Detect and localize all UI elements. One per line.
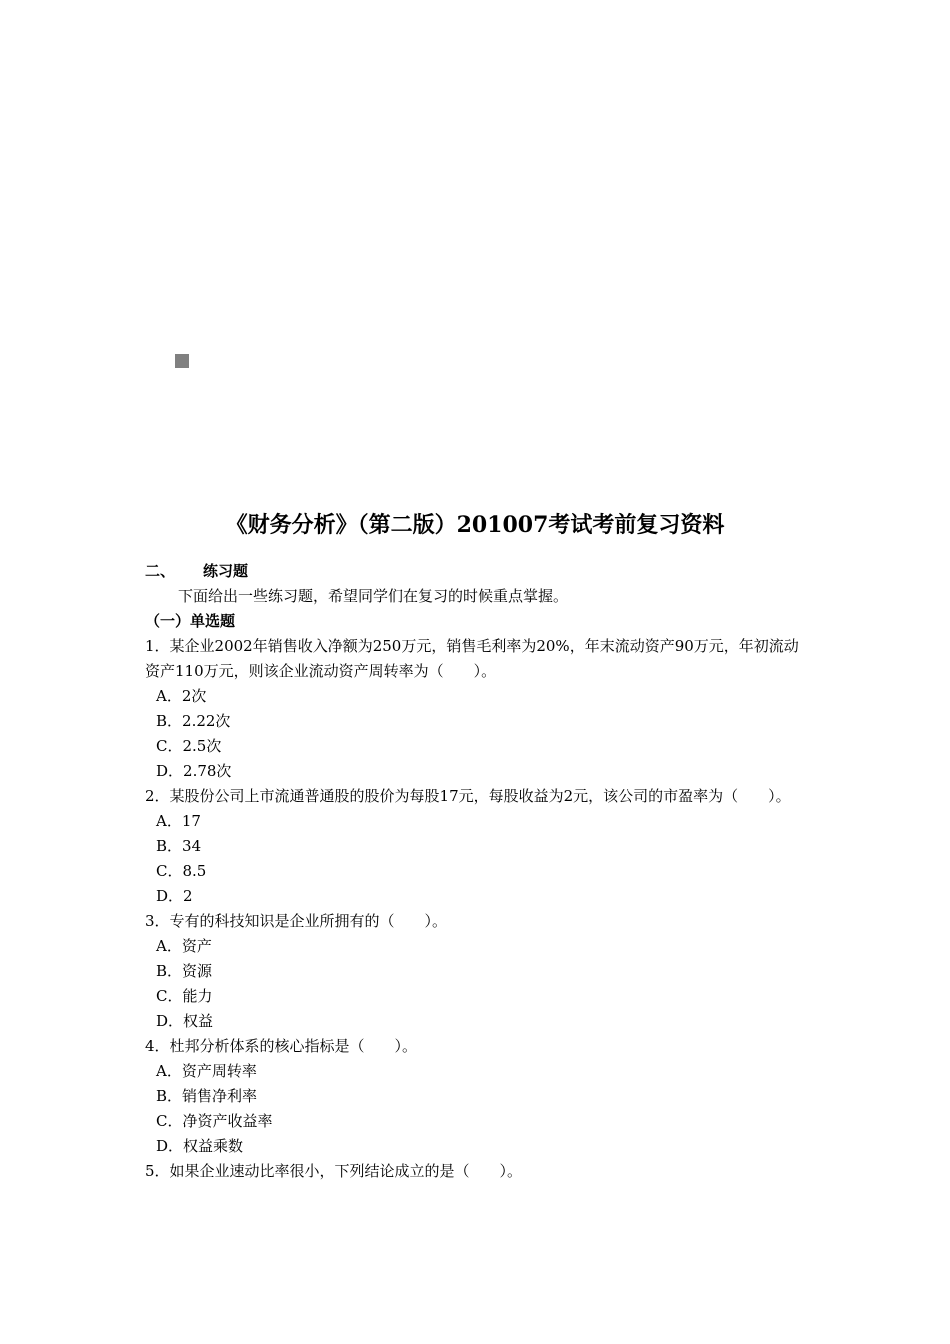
square-bullet-icon bbox=[175, 354, 189, 368]
option-c: C．2.5次 bbox=[156, 737, 222, 755]
section-number: 二、 bbox=[145, 562, 176, 580]
question-text: 4．杜邦分析体系的核心指标是（ ）。 bbox=[145, 1037, 418, 1055]
option-a: A．2次 bbox=[156, 687, 207, 705]
option-c: C．8.5 bbox=[156, 862, 207, 880]
subsection-heading: （一）单选题 bbox=[145, 612, 236, 630]
option-c: C．净资产收益率 bbox=[156, 1112, 273, 1130]
option-c: C．能力 bbox=[156, 987, 213, 1005]
section-heading bbox=[145, 559, 805, 584]
option-d: D．权益乘数 bbox=[156, 1137, 244, 1155]
option-d: D．2 bbox=[156, 887, 193, 905]
question-text: 3．专有的科技知识是企业所拥有的（ ）。 bbox=[145, 912, 448, 930]
option-b: B．34 bbox=[156, 837, 202, 855]
question-block bbox=[145, 784, 805, 909]
option-a: A．17 bbox=[156, 812, 201, 830]
option-a: A．资产 bbox=[156, 937, 212, 955]
option-d: D．2.78次 bbox=[156, 762, 232, 780]
question-text: 5．如果企业速动比率很小，下列结论成立的是（ ）。 bbox=[145, 1162, 523, 1180]
section-label: 练习题 bbox=[203, 562, 249, 580]
document-title: 《财务分析》（第二版）201007考试考前复习资料 bbox=[225, 512, 725, 538]
option-b: B．2.22次 bbox=[156, 712, 231, 730]
option-d: D．权益 bbox=[156, 1012, 214, 1030]
question-block bbox=[145, 909, 805, 1034]
question-block bbox=[145, 634, 805, 784]
question-block bbox=[145, 1159, 805, 1184]
option-b: B．资源 bbox=[156, 962, 213, 980]
option-b: B．销售净利率 bbox=[156, 1087, 258, 1105]
question-block bbox=[145, 1034, 805, 1159]
document-body bbox=[145, 559, 805, 1184]
question-text: 2．某股份公司上市流通普通股的股价为每股17元，每股收益为2元，该公司的市盈率为（ ）。 bbox=[145, 787, 791, 805]
intro-paragraph: 下面给出一些练习题，希望同学们在复习的时候重点掌握。 bbox=[178, 587, 569, 605]
question-text: 1．某企业2002年销售收入净额为250万元，销售毛利率为20%，年末流动资产90万元，年初流动资产110万元，则该企业流动资产周转率为（ ）。 bbox=[145, 637, 799, 680]
option-a: A．资产周转率 bbox=[156, 1062, 257, 1080]
